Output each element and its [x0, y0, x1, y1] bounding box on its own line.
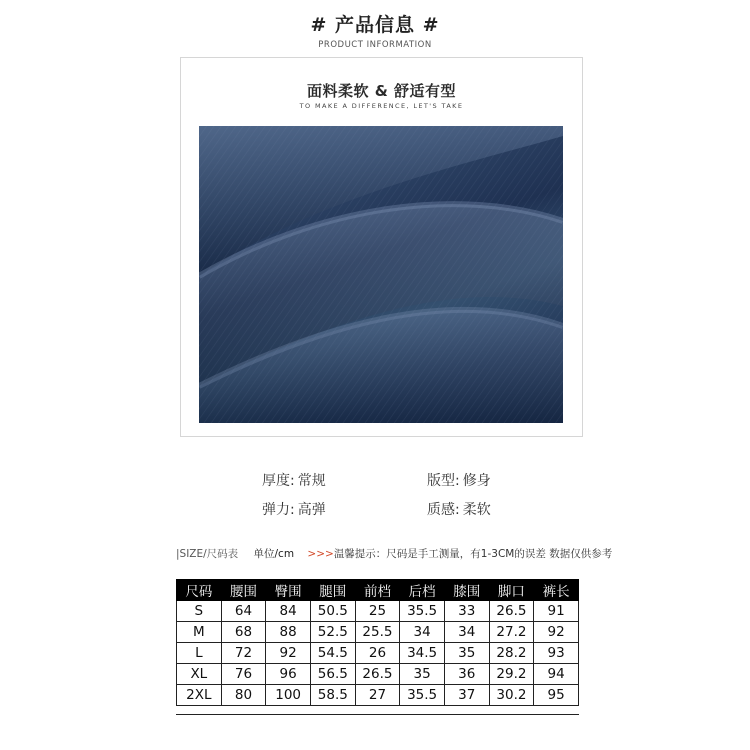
table-cell: 96: [266, 664, 311, 685]
table-cell: 35.5: [400, 601, 445, 622]
table-cell: 35: [444, 643, 489, 664]
attr-key: 厚度:: [262, 473, 295, 489]
table-cell: 36: [444, 664, 489, 685]
table-header-row: [177, 580, 579, 601]
table-cell: 92: [266, 643, 311, 664]
table-cell: 72: [221, 643, 266, 664]
attr-value: 常规: [297, 473, 326, 489]
measurement-note: 温馨提示：尺码是手工测量，有1-3CM的误差 数据仅供参考: [333, 548, 613, 560]
col-header-hip: 臀围: [266, 580, 311, 601]
table-cell: 27: [355, 685, 400, 706]
table-row: [177, 643, 579, 664]
table-cell: 54.5: [310, 643, 355, 664]
attr-fit: [427, 470, 491, 490]
table-cell: 26: [355, 643, 400, 664]
table-cell: 29.2: [489, 664, 534, 685]
size-chart-tag: |SIZE/尺码表: [176, 548, 239, 560]
product-attributes: [0, 470, 750, 520]
table-cell: M: [177, 622, 222, 643]
product-info-header: [0, 10, 750, 50]
table-cell: 34.5: [400, 643, 445, 664]
table-cell: 88: [266, 622, 311, 643]
table-cell: 2XL: [177, 685, 222, 706]
table-cell: 50.5: [310, 601, 355, 622]
table-cell: 52.5: [310, 622, 355, 643]
table-cell: 25: [355, 601, 400, 622]
table-cell: 91: [534, 601, 579, 622]
table-cell: S: [177, 601, 222, 622]
attr-value: 修身: [462, 473, 491, 489]
table-cell: 58.5: [310, 685, 355, 706]
table-cell: 34: [444, 622, 489, 643]
table-cell: 76: [221, 664, 266, 685]
fabric-photo-frame: [180, 57, 583, 437]
attr-thickness: [262, 470, 326, 490]
arrow-icon: >>>: [307, 548, 334, 560]
size-chart-bar: [176, 546, 612, 561]
table-cell: 26.5: [355, 664, 400, 685]
table-cell: 68: [221, 622, 266, 643]
table-cell: 26.5: [489, 601, 534, 622]
attr-value: 柔软: [462, 502, 491, 518]
table-cell: 100: [266, 685, 311, 706]
table-row: [177, 685, 579, 706]
table-cell: 56.5: [310, 664, 355, 685]
table-cell: 27.2: [489, 622, 534, 643]
attr-value: 高弹: [297, 502, 326, 518]
table-cell: 30.2: [489, 685, 534, 706]
table-cell: XL: [177, 664, 222, 685]
col-header-hem: 脚口: [489, 580, 534, 601]
table-cell: 25.5: [355, 622, 400, 643]
table-row: [177, 664, 579, 685]
attr-key: 版型:: [427, 473, 460, 489]
table-cell: 37: [444, 685, 489, 706]
attr-texture: [427, 499, 491, 519]
col-header-length: 裤长: [534, 580, 579, 601]
table-cell: 64: [221, 601, 266, 622]
table-cell: 35.5: [400, 685, 445, 706]
col-header-size: 尺码: [177, 580, 222, 601]
attr-key: 弹力:: [262, 502, 295, 518]
fabric-title: 面料柔软 & 舒适有型: [306, 82, 457, 100]
col-header-back-rise: 后档: [400, 580, 445, 601]
col-header-thigh: 腿围: [310, 580, 355, 601]
table-cell: 34: [400, 622, 445, 643]
col-header-knee: 膝围: [444, 580, 489, 601]
table-cell: 92: [534, 622, 579, 643]
table-cell: 80: [221, 685, 266, 706]
table-cell: 84: [266, 601, 311, 622]
table-row: [177, 601, 579, 622]
table-cell: L: [177, 643, 222, 664]
attr-key: 质感:: [427, 502, 460, 518]
section-title: # 产品信息 #: [310, 14, 440, 36]
table-cell: 28.2: [489, 643, 534, 664]
table-cell: 33: [444, 601, 489, 622]
unit-label: 单位/cm: [253, 548, 295, 560]
denim-fabric-image: [199, 126, 563, 423]
table-row: [177, 622, 579, 643]
table-cell: 93: [534, 643, 579, 664]
section-subtitle: PRODUCT INFORMATION: [318, 40, 432, 50]
col-header-waist: 腰围: [221, 580, 266, 601]
size-table: [176, 579, 579, 706]
table-cell: 94: [534, 664, 579, 685]
fabric-subtitle: TO MAKE A DIFFERENCE, LET'S TAKE: [299, 102, 464, 110]
col-header-front-rise: 前档: [355, 580, 400, 601]
table-cell: 35: [400, 664, 445, 685]
attr-elasticity: [262, 499, 326, 519]
table-bottom-divider: [176, 714, 579, 715]
denim-texture: [199, 126, 563, 423]
table-cell: 95: [534, 685, 579, 706]
